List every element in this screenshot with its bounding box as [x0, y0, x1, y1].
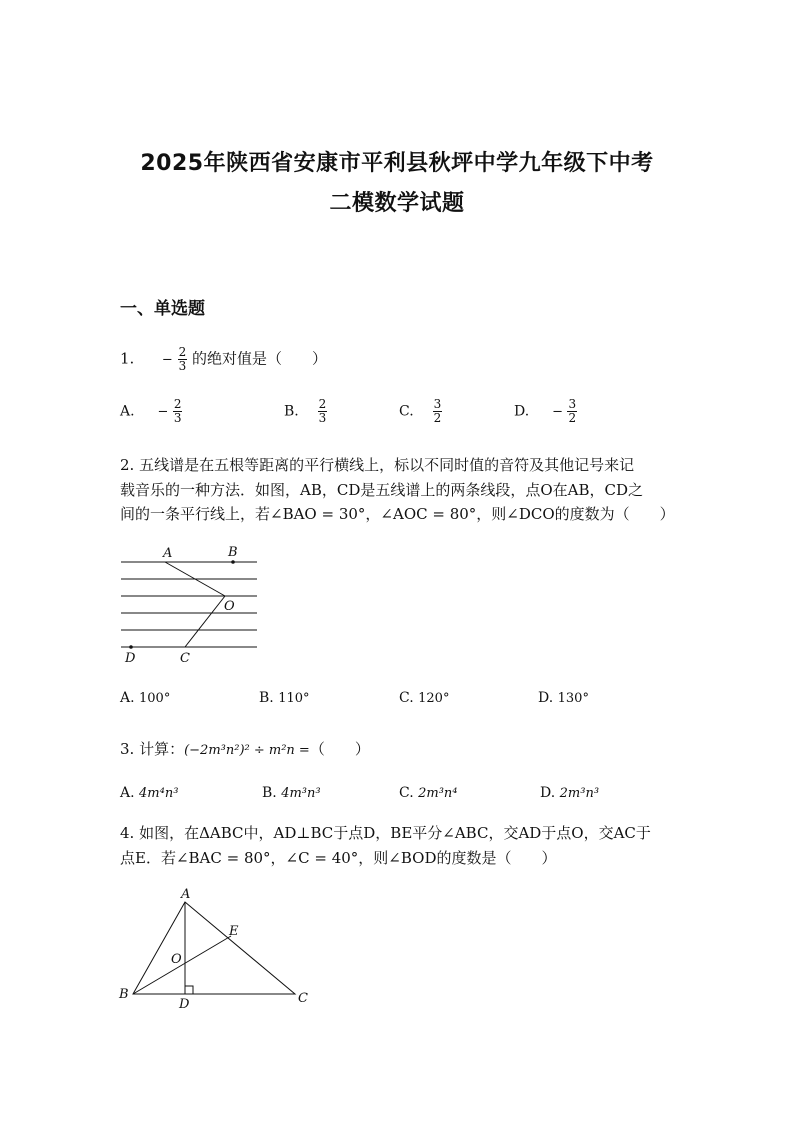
question-4-line-1: 4. 如图，在ΔABC中，AD⊥BC于点D，BE平分∠ABC，交AD于点O，交AC于 — [120, 824, 651, 842]
q1-option-c[interactable]: C. $\frac{3}{2}$ — [399, 397, 442, 425]
q2-option-b[interactable]: B. 110° — [259, 690, 310, 706]
fraction: $\frac{3}{2}$ — [433, 397, 442, 425]
q2-option-d[interactable]: D. 130° — [538, 690, 589, 706]
label-d: D — [125, 651, 136, 666]
staff-figure — [115, 540, 265, 666]
question-text: 的绝对值是（ ） — [191, 349, 327, 368]
triangle-figure — [115, 880, 325, 1015]
label-b: B — [119, 987, 129, 1002]
sign: − — [161, 352, 173, 368]
question-1 — [120, 346, 327, 373]
point-b — [231, 560, 235, 564]
fraction: $\frac{2}{3}$ — [173, 397, 182, 425]
section-heading: 一、单选题 — [120, 299, 205, 319]
document-title-line-1: 2025年陕西省安康市平利县秋坪中学九年级下中考 — [140, 151, 654, 176]
q1-option-b[interactable]: B. $\frac{2}{3}$ — [284, 397, 327, 425]
fraction: $\frac{3}{2}$ — [568, 397, 577, 425]
fraction: $\frac{2}{3}$ — [178, 345, 187, 373]
label-c: C — [180, 651, 190, 666]
bisector-be — [133, 936, 231, 994]
q3-option-d[interactable]: D. 2m³n³ — [540, 785, 600, 801]
label-a: A — [181, 887, 191, 902]
point-d — [129, 645, 133, 649]
question-2-line-2: 载音乐的一种方法．如图，AB，CD是五线谱上的两条线段，点O在AB，CD之 — [120, 481, 644, 499]
label-e: E — [229, 924, 239, 939]
q1-option-a[interactable]: A. − $\frac{2}{3}$ — [120, 397, 182, 425]
q3-option-b[interactable]: B. 4m³n³ — [262, 785, 321, 801]
expression: (−2m³n²)² ÷ m²n = — [184, 743, 310, 758]
q3-option-a[interactable]: A. 4m⁴n³ — [120, 785, 179, 801]
q2-option-c[interactable]: C. 120° — [399, 690, 450, 706]
label-o: O — [224, 599, 235, 614]
q2-option-a[interactable]: A. 100° — [120, 690, 171, 706]
label-c: C — [298, 991, 308, 1006]
question-2-line-1: 2. 五线谱是在五根等距离的平行横线上，标以不同时值的音符及其他记号来记 — [120, 456, 635, 474]
q1-option-d[interactable]: D. − $\frac{3}{2}$ — [514, 397, 577, 425]
q3-option-c[interactable]: C. 2m³n⁴ — [399, 785, 458, 801]
right-angle-mark — [185, 986, 193, 994]
question-4-line-2: 点E．若∠BAC = 80°，∠C = 40°，则∠BOD的度数是（ ） — [120, 849, 557, 867]
question-number: 1. — [120, 349, 135, 368]
label-d: D — [179, 997, 190, 1012]
document-title-line-2: 二模数学试题 — [329, 191, 465, 216]
label-a: A — [163, 546, 173, 561]
label-b: B — [228, 545, 238, 560]
label-o: O — [171, 952, 182, 967]
segment-oc — [185, 596, 225, 647]
question-3: 3. 计算：(−2m³n²)² ÷ m²n =（ ） — [120, 740, 370, 758]
triangle-abc — [133, 902, 295, 994]
question-2-line-3: 间的一条平行线上，若∠BAO = 30°，∠AOC = 80°，则∠DCO的度数为（ ） — [120, 505, 675, 523]
fraction: $\frac{2}{3}$ — [318, 397, 327, 425]
